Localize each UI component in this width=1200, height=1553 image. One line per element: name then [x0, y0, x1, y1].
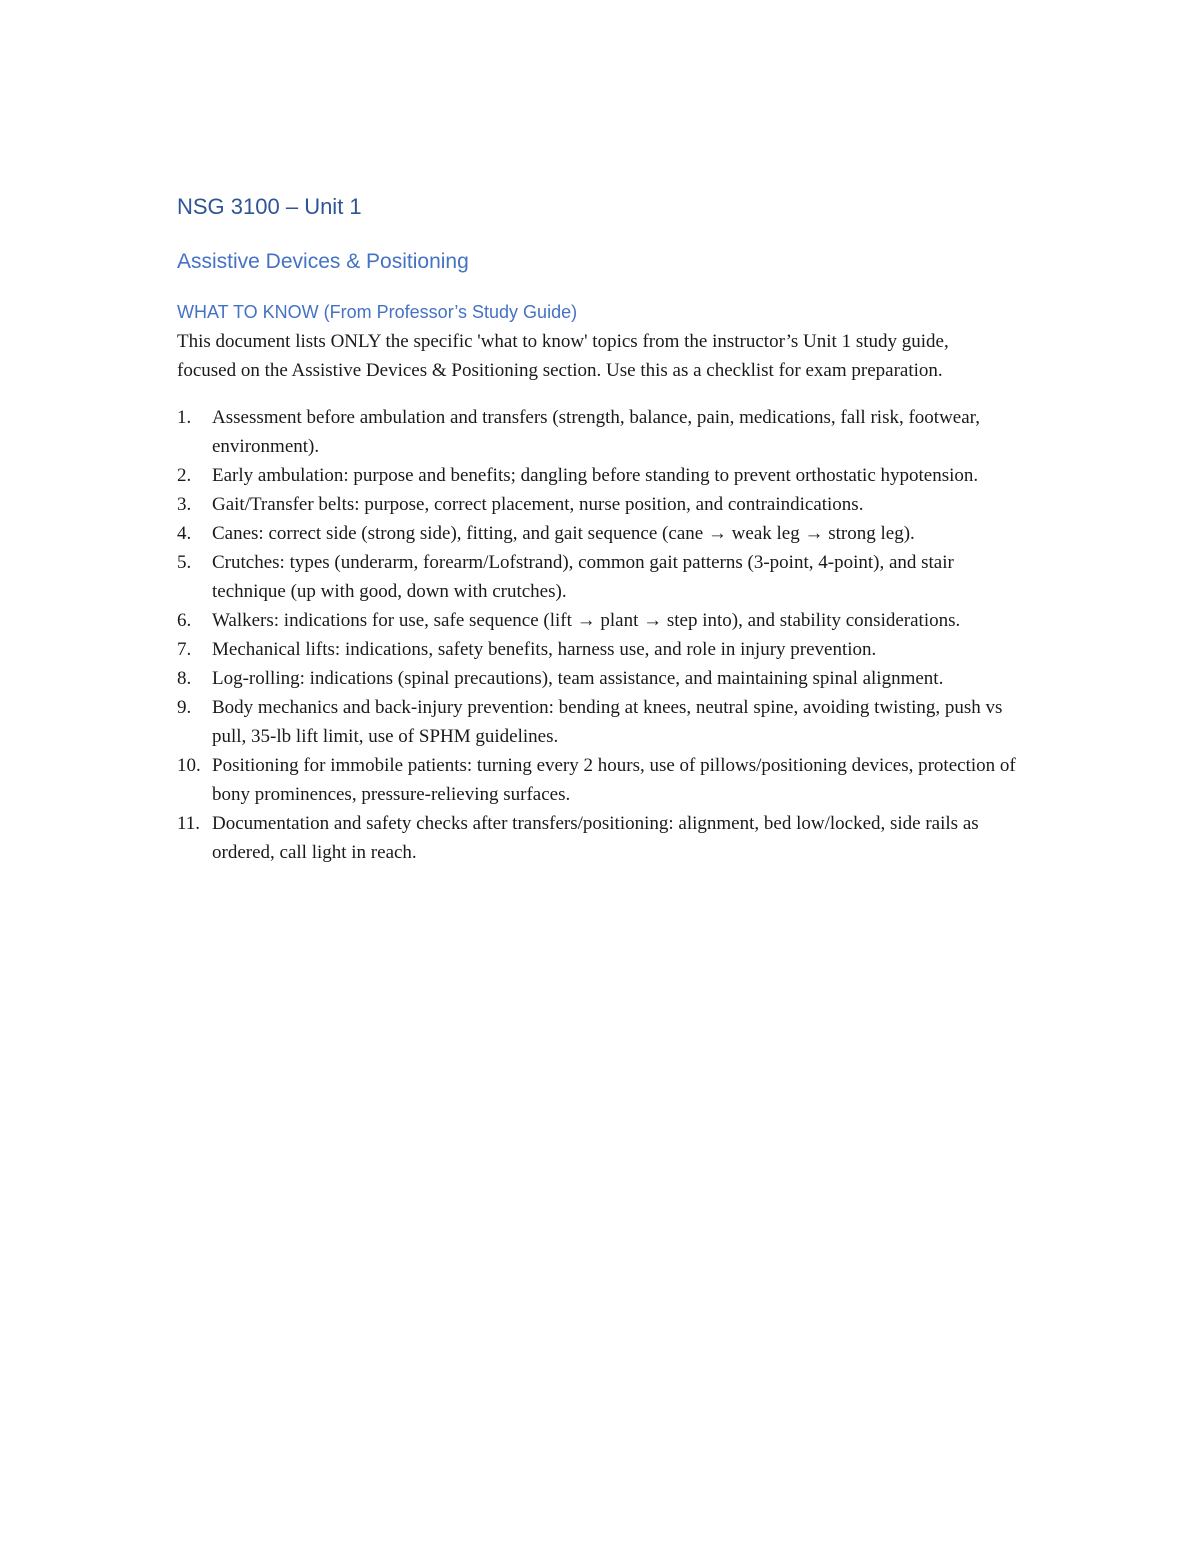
list-item	[177, 548, 1027, 606]
list-item	[177, 403, 1027, 461]
list-item	[177, 606, 1027, 635]
list-item	[177, 635, 1027, 664]
list-item-number: 8.	[177, 668, 192, 689]
list-item-number: 2.	[177, 465, 192, 486]
list-item-number: 6.	[177, 610, 192, 631]
list-item-text: Early ambulation: purpose and benefits; dangling before standing to prevent orthostatic hypotension.	[212, 465, 979, 486]
list-item-number: 3.	[177, 494, 192, 515]
section-title: Assistive Devices & Positioning	[177, 250, 469, 273]
subsection-title: WHAT TO KNOW (From Professor’s Study Guide)	[177, 302, 578, 322]
list-item-text: Positioning for immobile patients: turning every 2 hours, use of pillows/positioning devices, protection of bony prominences, pressure-relieving surfaces.	[212, 755, 1016, 805]
document-content	[177, 192, 1027, 867]
list-item-number: 4.	[177, 523, 192, 544]
list-item-text: Gait/Transfer belts: purpose, correct placement, nurse position, and contraindications.	[212, 494, 864, 515]
list-item-number: 1.	[177, 407, 192, 428]
intro-paragraph: This document lists ONLY the specific 'what to know' topics from the instructor’s Unit 1 study guide, focused on the Assistive Devices & Positioning section. Use this as a checklist for exam preparation.	[177, 331, 949, 381]
list-item-number: 10.	[177, 755, 201, 776]
list-item-text: Documentation and safety checks after transfers/positioning: alignment, bed low/locked, side rails as ordered, call light in reach.	[212, 813, 979, 863]
list-item	[177, 490, 1027, 519]
list-item-text: Mechanical lifts: indications, safety benefits, harness use, and role in injury prevention.	[212, 639, 877, 660]
topic-list	[177, 403, 1027, 867]
list-item-text: Canes: correct side (strong side), fitting, and gait sequence (cane → weak leg → strong leg).	[212, 523, 915, 544]
list-item	[177, 664, 1027, 693]
list-item	[177, 519, 1027, 548]
list-item	[177, 809, 1027, 867]
list-item-number: 5.	[177, 552, 192, 573]
course-title: NSG 3100 – Unit 1	[177, 194, 362, 219]
list-item-text: Walkers: indications for use, safe sequence (lift → plant → step into), and stability considerations.	[212, 610, 961, 631]
list-item-text: Log-rolling: indications (spinal precautions), team assistance, and maintaining spinal alignment.	[212, 668, 944, 689]
list-item-number: 11.	[177, 813, 201, 834]
list-item	[177, 693, 1027, 751]
list-item	[177, 461, 1027, 490]
list-item-number: 9.	[177, 697, 192, 718]
list-item	[177, 751, 1027, 809]
list-item-text: Body mechanics and back-injury prevention: bending at knees, neutral spine, avoiding twisting, push vs pull, 35-lb lift limit, use of SPHM guidelines.	[212, 697, 1003, 747]
list-item-text: Assessment before ambulation and transfers (strength, balance, pain, medications, fall risk, footwear, environment).	[212, 407, 980, 457]
list-item-text: Crutches: types (underarm, forearm/Lofstrand), common gait patterns (3-point, 4-point), and stair technique (up with good, down with crutches).	[212, 552, 954, 602]
list-item-number: 7.	[177, 639, 192, 660]
